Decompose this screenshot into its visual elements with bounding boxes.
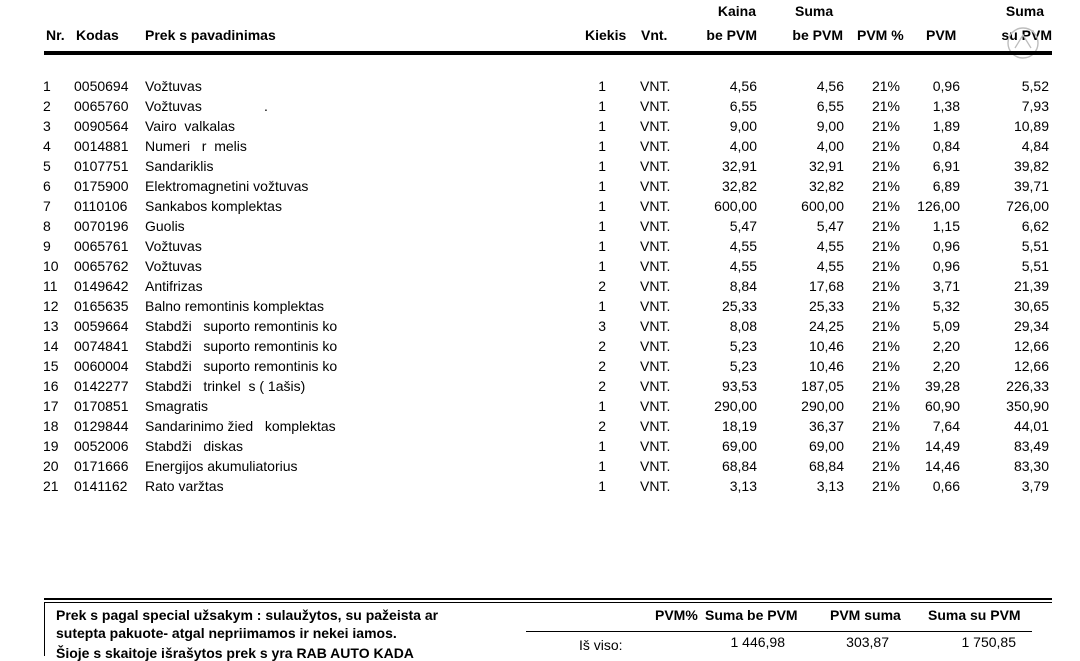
- table-row: [0, 398, 1080, 418]
- row-kaina: 32,82: [721, 178, 757, 194]
- row-nr: 2: [43, 98, 51, 114]
- row-pvm: 0,96: [932, 238, 960, 254]
- row-suma-su: 12,66: [1013, 338, 1049, 354]
- row-pvm-pct: 21%: [871, 258, 900, 274]
- row-suma-be: 69,00: [808, 438, 844, 454]
- totals-label: Iš viso:: [579, 637, 623, 653]
- row-name: Stabdži suporto remontinis ko: [145, 318, 338, 334]
- row-pvm-pct: 21%: [871, 238, 900, 254]
- table-row: [0, 358, 1080, 378]
- row-pvm-pct: 21%: [871, 458, 900, 474]
- row-suma-be: 68,84: [808, 458, 844, 474]
- row-kaina: 4,00: [729, 138, 757, 154]
- row-pvm: 5,32: [932, 298, 960, 314]
- table-row: [0, 318, 1080, 338]
- row-name: Stabdži diskas: [145, 438, 244, 454]
- row-nr: 18: [43, 418, 59, 434]
- row-suma-be: 32,91: [808, 158, 844, 174]
- row-kiekis: 2: [598, 418, 606, 434]
- row-kiekis: 3: [598, 318, 606, 334]
- row-suma-be: 4,55: [816, 258, 844, 274]
- row-pvm-pct: 21%: [871, 118, 900, 134]
- row-vnt: VNT.: [640, 398, 671, 414]
- totals-suma-be: 1 446,98: [730, 634, 785, 650]
- row-suma-su: 12,66: [1013, 358, 1049, 374]
- row-pvm: 14,46: [924, 458, 960, 474]
- table-row: [0, 218, 1080, 238]
- row-nr: 3: [43, 118, 51, 134]
- row-pvm-pct: 21%: [871, 358, 900, 374]
- row-suma-su: 5,52: [1021, 78, 1049, 94]
- row-suma-be: 36,37: [808, 418, 844, 434]
- row-kiekis: 1: [598, 158, 606, 174]
- row-kaina: 4,55: [729, 238, 757, 254]
- row-vnt: VNT.: [640, 438, 671, 454]
- row-kiekis: 1: [598, 398, 606, 414]
- row-vnt: VNT.: [640, 358, 671, 374]
- row-kiekis: 1: [598, 198, 606, 214]
- row-suma-su: 83,49: [1013, 438, 1049, 454]
- row-kodas: 0065761: [74, 238, 129, 254]
- row-kaina: 290,00: [714, 398, 757, 414]
- row-kaina: 4,56: [729, 78, 757, 94]
- row-suma-be: 24,25: [808, 318, 844, 334]
- row-suma-su: 726,00: [1006, 198, 1049, 214]
- row-kaina: 8,08: [729, 318, 757, 334]
- row-suma-su: 4,84: [1021, 138, 1049, 154]
- row-pvm: 60,90: [924, 398, 960, 414]
- header-kodas: Kodas: [76, 27, 119, 43]
- row-vnt: VNT.: [640, 178, 671, 194]
- row-suma-be: 290,00: [801, 398, 844, 414]
- row-suma-su: 3,79: [1021, 478, 1049, 494]
- row-pvm-pct: 21%: [871, 218, 900, 234]
- totals-rule: [526, 631, 1032, 632]
- header-name: Prek s pavadinimas: [145, 27, 276, 43]
- row-nr: 5: [43, 158, 51, 174]
- row-vnt: VNT.: [640, 278, 671, 294]
- row-suma-su: 10,89: [1013, 118, 1049, 134]
- row-name: Smagratis: [145, 398, 209, 414]
- row-kiekis: 1: [598, 138, 606, 154]
- row-suma-su: 30,65: [1013, 298, 1049, 314]
- row-pvm: 6,91: [932, 158, 960, 174]
- row-pvm: 5,09: [932, 318, 960, 334]
- row-pvm: 7,64: [932, 418, 960, 434]
- row-kaina: 68,84: [721, 458, 757, 474]
- row-name: Vožtuvas: [145, 78, 202, 94]
- row-kiekis: 1: [598, 238, 606, 254]
- row-vnt: VNT.: [640, 458, 671, 474]
- row-kaina: 3,13: [729, 478, 757, 494]
- row-kodas: 0149642: [74, 278, 129, 294]
- row-kodas: 0065762: [74, 258, 129, 274]
- row-kaina: 32,91: [721, 158, 757, 174]
- row-pvm-pct: 21%: [871, 298, 900, 314]
- row-kodas: 0090564: [74, 118, 129, 134]
- row-kaina: 4,55: [729, 258, 757, 274]
- row-kodas: 0129844: [74, 418, 129, 434]
- row-nr: 8: [43, 218, 51, 234]
- row-pvm-pct: 21%: [871, 78, 900, 94]
- row-pvm: 126,00: [917, 198, 960, 214]
- row-pvm-pct: 21%: [871, 198, 900, 214]
- row-pvm-pct: 21%: [871, 158, 900, 174]
- row-kodas: 0074841: [74, 338, 129, 354]
- row-kodas: 0165635: [74, 298, 129, 314]
- row-kodas: 0141162: [74, 478, 128, 494]
- row-suma-su: 5,51: [1021, 238, 1049, 254]
- row-pvm: 0,66: [932, 478, 960, 494]
- row-name: Vožtuvas: [145, 238, 202, 254]
- row-name: Numeri r melis: [145, 138, 247, 154]
- row-pvm-pct: 21%: [871, 178, 900, 194]
- row-pvm-pct: 21%: [871, 98, 900, 114]
- row-suma-su: 5,51: [1021, 258, 1049, 274]
- row-nr: 10: [43, 258, 59, 274]
- row-nr: 4: [43, 138, 51, 154]
- row-name: Rato varžtas: [145, 478, 224, 494]
- totals-header-pvm-suma: PVM suma: [830, 607, 901, 623]
- row-pvm-pct: 21%: [871, 438, 900, 454]
- row-kiekis: 1: [598, 78, 606, 94]
- row-nr: 19: [43, 438, 59, 454]
- header-pvm-pct: PVM %: [857, 27, 904, 43]
- table-row: [0, 438, 1080, 458]
- row-vnt: VNT.: [640, 478, 671, 494]
- row-vnt: VNT.: [640, 238, 671, 254]
- footer-left-border: [44, 603, 45, 656]
- row-name: Vožtuvas .: [145, 98, 268, 114]
- row-vnt: VNT.: [640, 418, 671, 434]
- row-pvm: 0,84: [932, 138, 960, 154]
- row-kaina: 8,84: [729, 278, 757, 294]
- row-suma-be: 4,00: [816, 138, 844, 154]
- header-kaina-line2: be PVM: [706, 27, 757, 43]
- row-nr: 15: [43, 358, 59, 374]
- row-suma-be: 5,47: [816, 218, 844, 234]
- row-name: Energijos akumuliatorius: [145, 458, 298, 474]
- header-suma-be-line1: Suma: [795, 3, 834, 19]
- row-vnt: VNT.: [640, 218, 671, 234]
- row-pvm-pct: 21%: [871, 378, 900, 394]
- row-suma-be: 4,55: [816, 238, 844, 254]
- row-kiekis: 1: [598, 178, 606, 194]
- row-name: Antifrizas: [145, 278, 203, 294]
- row-pvm: 1,38: [932, 98, 960, 114]
- row-kiekis: 1: [598, 478, 606, 494]
- row-suma-be: 600,00: [801, 198, 844, 214]
- row-pvm-pct: 21%: [871, 398, 900, 414]
- row-kaina: 5,23: [729, 338, 757, 354]
- footer-note-line3: Šioje s skaitoje išrašytos prek s yra RAB AUTO KADA: [56, 645, 414, 661]
- row-nr: 17: [43, 398, 59, 414]
- row-vnt: VNT.: [640, 98, 671, 114]
- row-kiekis: 2: [598, 278, 606, 294]
- row-suma-be: 4,56: [816, 78, 844, 94]
- table-row: [0, 198, 1080, 218]
- header-suma-su-line1: Suma: [1005, 3, 1044, 19]
- row-pvm: 14,49: [924, 438, 960, 454]
- row-nr: 13: [43, 318, 59, 334]
- footer-top-rule-thin: [44, 602, 1052, 603]
- table-row: [0, 78, 1080, 98]
- row-nr: 21: [43, 478, 59, 494]
- table-row: [0, 298, 1080, 318]
- row-kiekis: 1: [598, 458, 606, 474]
- row-suma-be: 3,13: [816, 478, 844, 494]
- row-nr: 6: [43, 178, 51, 194]
- header-suma-be-line2: be PVM: [792, 27, 843, 43]
- row-suma-be: 187,05: [801, 378, 844, 394]
- row-suma-su: 226,33: [1006, 378, 1049, 394]
- row-kaina: 600,00: [714, 198, 757, 214]
- table-row: [0, 118, 1080, 138]
- row-kodas: 0059664: [74, 318, 129, 334]
- row-kaina: 25,33: [721, 298, 757, 314]
- row-vnt: VNT.: [640, 78, 671, 94]
- row-vnt: VNT.: [640, 138, 671, 154]
- totals-pvm-suma: 303,87: [846, 634, 889, 650]
- row-name: Guolis: [145, 218, 185, 234]
- row-kiekis: 1: [598, 258, 606, 274]
- row-suma-be: 32,82: [808, 178, 844, 194]
- header-suma-su-line2: su PVM: [1001, 27, 1052, 43]
- table-row: [0, 178, 1080, 198]
- row-nr: 20: [43, 458, 59, 474]
- row-pvm: 39,28: [924, 378, 960, 394]
- row-suma-su: 39,71: [1013, 178, 1049, 194]
- row-kodas: 0070196: [74, 218, 129, 234]
- row-nr: 16: [43, 378, 59, 394]
- row-kaina: 93,53: [721, 378, 757, 394]
- row-kodas: 0175900: [74, 178, 129, 194]
- row-vnt: VNT.: [640, 198, 671, 214]
- header-nr: Nr.: [46, 27, 65, 43]
- row-vnt: VNT.: [640, 258, 671, 274]
- row-kiekis: 1: [598, 98, 606, 114]
- row-pvm-pct: 21%: [871, 418, 900, 434]
- table-row: [0, 238, 1080, 258]
- row-suma-be: 25,33: [808, 298, 844, 314]
- row-kiekis: 2: [598, 358, 606, 374]
- row-name: Stabdži trinkel s ( 1ašis): [145, 378, 306, 394]
- row-name: Stabdži suporto remontinis ko: [145, 338, 338, 354]
- table-row: [0, 378, 1080, 398]
- row-suma-be: 10,46: [808, 358, 844, 374]
- row-name: Sandariklis: [145, 158, 214, 174]
- row-kiekis: 1: [598, 118, 606, 134]
- table-row: [0, 98, 1080, 118]
- row-pvm: 0,96: [932, 78, 960, 94]
- row-name: Elektromagnetini vožtuvas: [145, 178, 309, 194]
- table-row: [0, 478, 1080, 498]
- row-vnt: VNT.: [640, 338, 671, 354]
- row-suma-su: 350,90: [1006, 398, 1049, 414]
- row-kodas: 0170851: [74, 398, 129, 414]
- row-vnt: VNT.: [640, 318, 671, 334]
- totals-suma-su: 1 750,85: [961, 634, 1016, 650]
- row-kiekis: 2: [598, 338, 606, 354]
- row-suma-su: 21,39: [1013, 278, 1049, 294]
- row-pvm: 1,89: [932, 118, 960, 134]
- row-kodas: 0110106: [74, 198, 128, 214]
- row-nr: 9: [43, 238, 51, 254]
- row-kiekis: 2: [598, 378, 606, 394]
- header-kiekis: Kiekis: [585, 27, 627, 43]
- row-vnt: VNT.: [640, 118, 671, 134]
- row-pvm-pct: 21%: [871, 138, 900, 154]
- row-suma-su: 39,82: [1013, 158, 1049, 174]
- row-name: Vožtuvas: [145, 258, 202, 274]
- header-divider: [44, 51, 1052, 55]
- row-kaina: 9,00: [729, 118, 757, 134]
- table-row: [0, 158, 1080, 178]
- row-pvm-pct: 21%: [871, 318, 900, 334]
- row-kodas: 0107751: [74, 158, 129, 174]
- footer-top-rule: [44, 598, 1052, 600]
- row-suma-be: 6,55: [816, 98, 844, 114]
- row-nr: 11: [43, 278, 58, 294]
- footer-note-line1: Prek s pagal special užsakym : sulaužytos, su pažeista ar: [56, 607, 439, 623]
- table-row: [0, 258, 1080, 278]
- row-suma-su: 7,93: [1021, 98, 1049, 114]
- row-kaina: 18,19: [721, 418, 757, 434]
- row-pvm-pct: 21%: [871, 278, 900, 294]
- row-vnt: VNT.: [640, 298, 671, 314]
- row-pvm: 1,15: [932, 218, 960, 234]
- row-pvm: 3,71: [932, 278, 960, 294]
- footer-note-line2: sutepta pakuote- atgal nepriimamos ir nekei iamos.: [56, 625, 397, 641]
- table-row: [0, 138, 1080, 158]
- row-kiekis: 1: [598, 218, 606, 234]
- row-kaina: 5,47: [729, 218, 757, 234]
- row-kaina: 5,23: [729, 358, 757, 374]
- totals-header-suma-be: Suma be PVM: [705, 607, 798, 623]
- table-row: [0, 418, 1080, 438]
- row-pvm: 0,96: [932, 258, 960, 274]
- row-suma-su: 29,34: [1013, 318, 1049, 334]
- row-kaina: 69,00: [721, 438, 757, 454]
- row-nr: 14: [43, 338, 59, 354]
- row-pvm: 6,89: [932, 178, 960, 194]
- row-kodas: 0050694: [74, 78, 129, 94]
- row-vnt: VNT.: [640, 378, 671, 394]
- row-name: Sankabos komplektas: [145, 198, 282, 214]
- row-name: Stabdži suporto remontinis ko: [145, 358, 338, 374]
- row-pvm-pct: 21%: [871, 338, 900, 354]
- row-suma-su: 44,01: [1013, 418, 1049, 434]
- row-name: Vairo valkalas: [145, 118, 236, 134]
- row-vnt: VNT.: [640, 158, 671, 174]
- row-kodas: 0060004: [74, 358, 129, 374]
- row-name: Balno remontinis komplektas: [145, 298, 324, 314]
- totals-header-pvm-pct: PVM%: [655, 607, 698, 623]
- row-kodas: 0171666: [74, 458, 129, 474]
- row-pvm: 2,20: [932, 358, 960, 374]
- row-nr: 12: [43, 298, 59, 314]
- row-kiekis: 1: [598, 438, 606, 454]
- row-suma-be: 9,00: [816, 118, 844, 134]
- row-pvm: 2,20: [932, 338, 960, 354]
- row-suma-su: 6,62: [1021, 218, 1049, 234]
- table-row: [0, 278, 1080, 298]
- header-vnt: Vnt.: [641, 27, 668, 43]
- row-name: Sandarinimo žied komplektas: [145, 418, 336, 434]
- table-row: [0, 458, 1080, 478]
- header-pvm: PVM: [926, 27, 957, 43]
- row-pvm-pct: 21%: [871, 478, 900, 494]
- row-nr: 1: [43, 78, 51, 94]
- row-suma-be: 10,46: [808, 338, 844, 354]
- row-kodas: 0142277: [74, 378, 129, 394]
- row-nr: 7: [43, 198, 51, 214]
- header-kaina-line1: Kaina: [717, 3, 756, 19]
- row-suma-be: 17,68: [808, 278, 844, 294]
- row-kodas: 0014881: [74, 138, 129, 154]
- row-kaina: 6,55: [729, 98, 757, 114]
- totals-header-suma-su: Suma su PVM: [928, 607, 1021, 623]
- table-row: [0, 338, 1080, 358]
- row-kodas: 0065760: [74, 98, 129, 114]
- row-suma-su: 83,30: [1013, 458, 1049, 474]
- row-kodas: 0052006: [74, 438, 129, 454]
- row-kiekis: 1: [598, 298, 606, 314]
